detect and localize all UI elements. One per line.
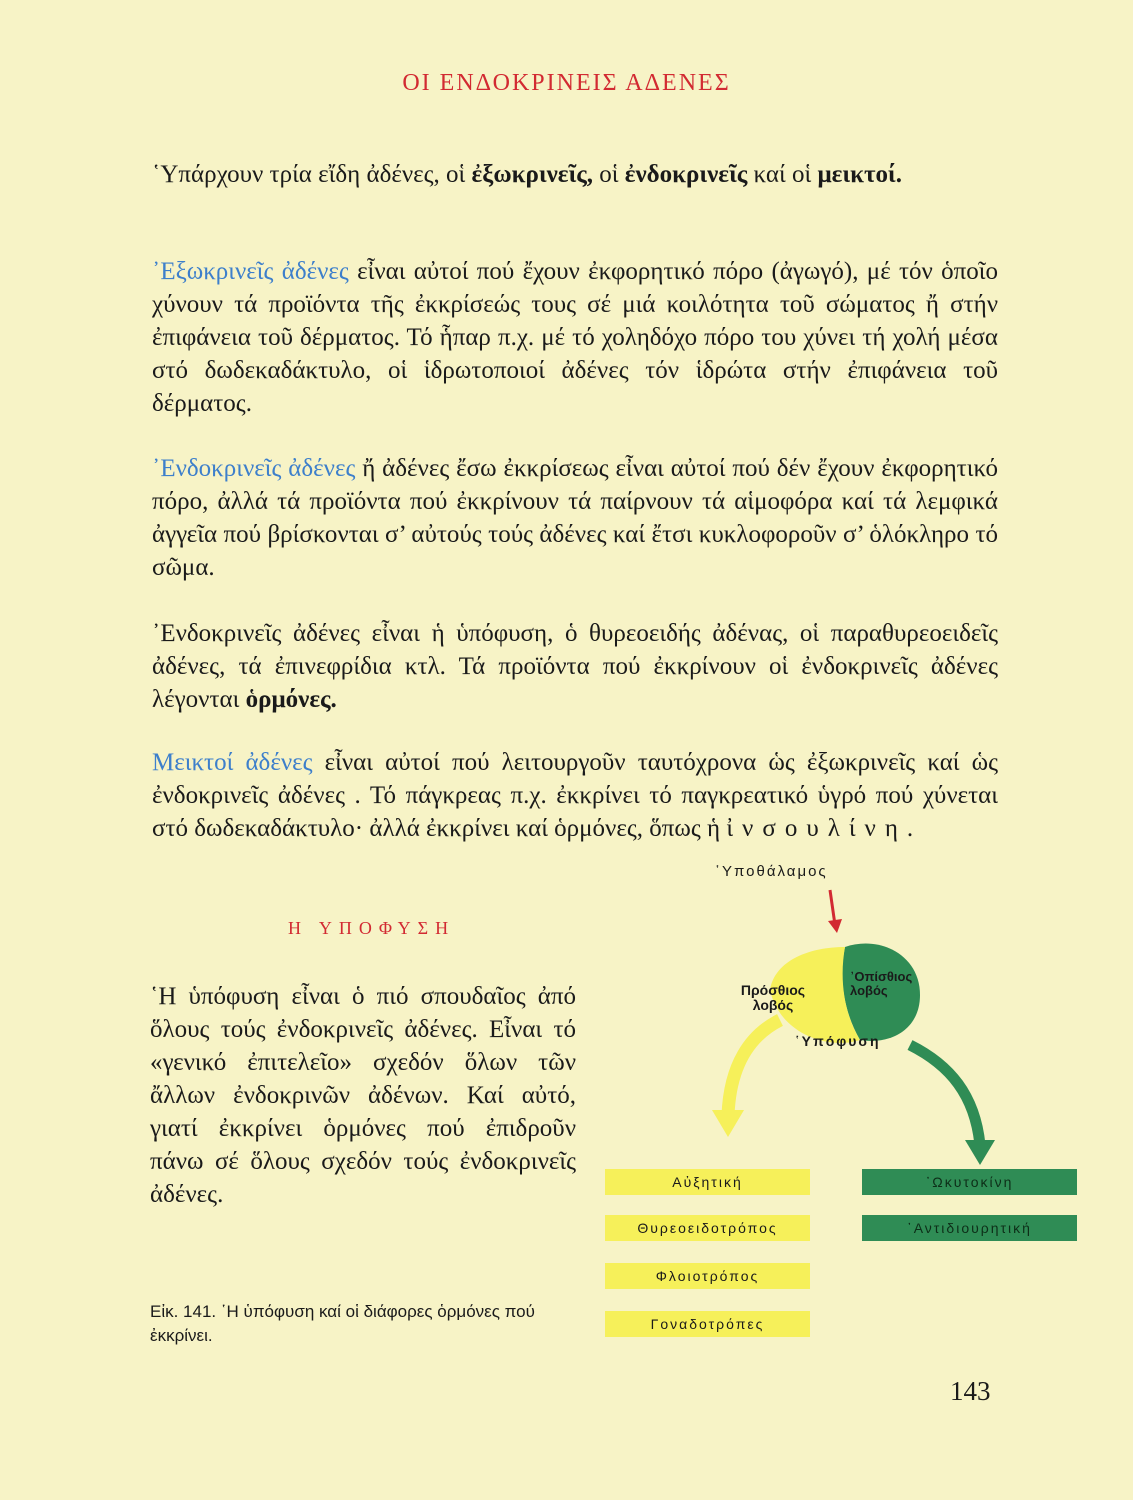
anterior-lobe-label: Πρόσθιος λοβός — [740, 982, 806, 1013]
endocrine-paragraph: ᾿Ενδοκρινεῖς ἀδένες ἤ ἀδένες ἔσω ἐκκρίσεως εἶναι αὐτοί πού δέν ἔχουν ἐκφορητικό πόρο, ἀλλά τά προϊόντα πού ἐκκρίνουν τά παίρνουν τά αἱμοφόρα καί τά λεμφικά ἀγγεῖα πού βρίσκονται σ’ αὐτούς τούς ἀδένες καί ἔτσι κυκλοφοροῦν σ’ ὁλόκληρο τό σῶμα. — [152, 455, 998, 581]
mixed-paragraph: Μεικτοί ἀδένες εἶναι αὐτοί πού λειτουργοῦν ταυτόχρονα ὡς ἐξωκρινεῖς καί ὡς ἐνδοκρινεῖς ἀδένες . Τό πάγκρεας π.χ. ἐκκρίνει τό παγκρεατικό ὑγρό πού χύνεται στό δωδεκαδάκτυλο· ἀλλά ἐκκρίνει καί ὁρμόνες, ὅπως ἡ ἰνσουλίνη. — [152, 749, 998, 842]
hypothalamus-arrow-head — [828, 919, 842, 933]
pituitary-paragraph: ῾Η ὑπόφυση εἶναι ὁ πιό σπουδαῖος ἀπό ὅλους τούς ἐνδοκρινεῖς ἀδένες. Εἶναι τό «γενικό ἐπιτελεῖο» σχεδόν ὅλων τῶν ἄλλων ἐνδοκρινῶν ἀδένων. Καί αὐτό, γιατί ἐκκρίνει ὁρμόνες πού ἐπιδροῦν πάνω σέ ὅλους σχεδόν τούς ἐνδοκρινεῖς ἀδένες. — [150, 983, 576, 1208]
endocrine-term: ᾿Ενδοκρινεῖς ἀδένες — [152, 455, 356, 482]
exocrine-term: ᾿Εξωκρινεῖς ἀδένες — [152, 258, 349, 285]
figure-caption: Εἰκ. 141. ῾Η ὑπόφυση καί οἱ διάφορες ὁρμόνες πού ἐκκρίνει. — [150, 1302, 535, 1345]
green-arrow — [910, 1045, 980, 1145]
mixed-term: Μεικτοί ἀδένες — [152, 749, 313, 776]
hormone-box-antidiuretic: ᾿Αντιδιουρητική — [862, 1215, 1077, 1241]
page-title: ΟΙ ΕΝΔΟΚΡΙΝΕΙΣ ΑΔΕΝΕΣ — [402, 70, 731, 96]
yellow-arrow-head — [712, 1110, 744, 1137]
hormone-box-growth: Αὐξητική — [605, 1169, 810, 1195]
hormone-box-oxytocin: ᾿Ωκυτοκίνη — [862, 1169, 1077, 1195]
endocrine-list-paragraph: ᾿Ενδοκρινεῖς ἀδένες εἶναι ἡ ὑπόφυση, ὁ θυρεοειδής ἀδένας, οἱ παραθυρεοειδεῖς ἀδένες, τά ἐπινεφρίδια κτλ. Τά προϊόντα πού ἐκκρίνουν οἱ ἐνδοκρινεῖς ἀδένες λέγονται ὁρμόνες. — [152, 620, 998, 713]
posterior-lobe-label: ᾿Οπίσθιος λοβός — [850, 969, 913, 998]
pituitary-diagram — [590, 855, 1110, 1355]
hormone-box-thyrotropic: Θυρεοειδοτρόπος — [605, 1215, 810, 1241]
section-title: Η ΥΠΟΦΥΣΗ — [288, 918, 456, 938]
hormone-box-gonadotropic: Γοναδοτρόπες — [605, 1311, 810, 1337]
hypothalamus-arrow — [830, 890, 835, 925]
page-number: 143 — [950, 1376, 991, 1406]
green-arrow-head — [965, 1140, 995, 1165]
yellow-arrow — [728, 1020, 780, 1115]
pituitary-label: ῾Υπόφυση — [795, 1033, 881, 1049]
intro-paragraph: ῾Υπάρχουν τρία εἴδη ἀδένες, οἱ ἐξωκρινεῖς, οἱ ἐνδοκρινεῖς καί οἱ μεικτοί. — [152, 161, 902, 188]
hormone-box-corticotropic: Φλοιοτρόπος — [605, 1263, 810, 1289]
hypothalamus-label: ῾Υποθάλαμος — [715, 863, 828, 880]
exocrine-paragraph: ᾿Εξωκρινεῖς ἀδένες εἶναι αὐτοί πού ἔχουν ἐκφορητικό πόρο (ἀγωγό), μέ τόν ὁποῖο χύνουν τά προϊόντα τῆς ἐκκρίσεώς τους σέ μιά κοιλότητα τοῦ σώματος ἤ στήν ἐπιφάνεια τοῦ δέρματος. Τό ἧπαρ π.χ. μέ τό χοληδόχο πόρο του χύνει τή χολή μέσα στό δωδεκαδάκτυλο, οἱ ἱδρωτοποιοί ἀδένες τόν ἱδρώτα στήν ἐπιφάνεια τοῦ δέρματος. — [152, 258, 998, 417]
